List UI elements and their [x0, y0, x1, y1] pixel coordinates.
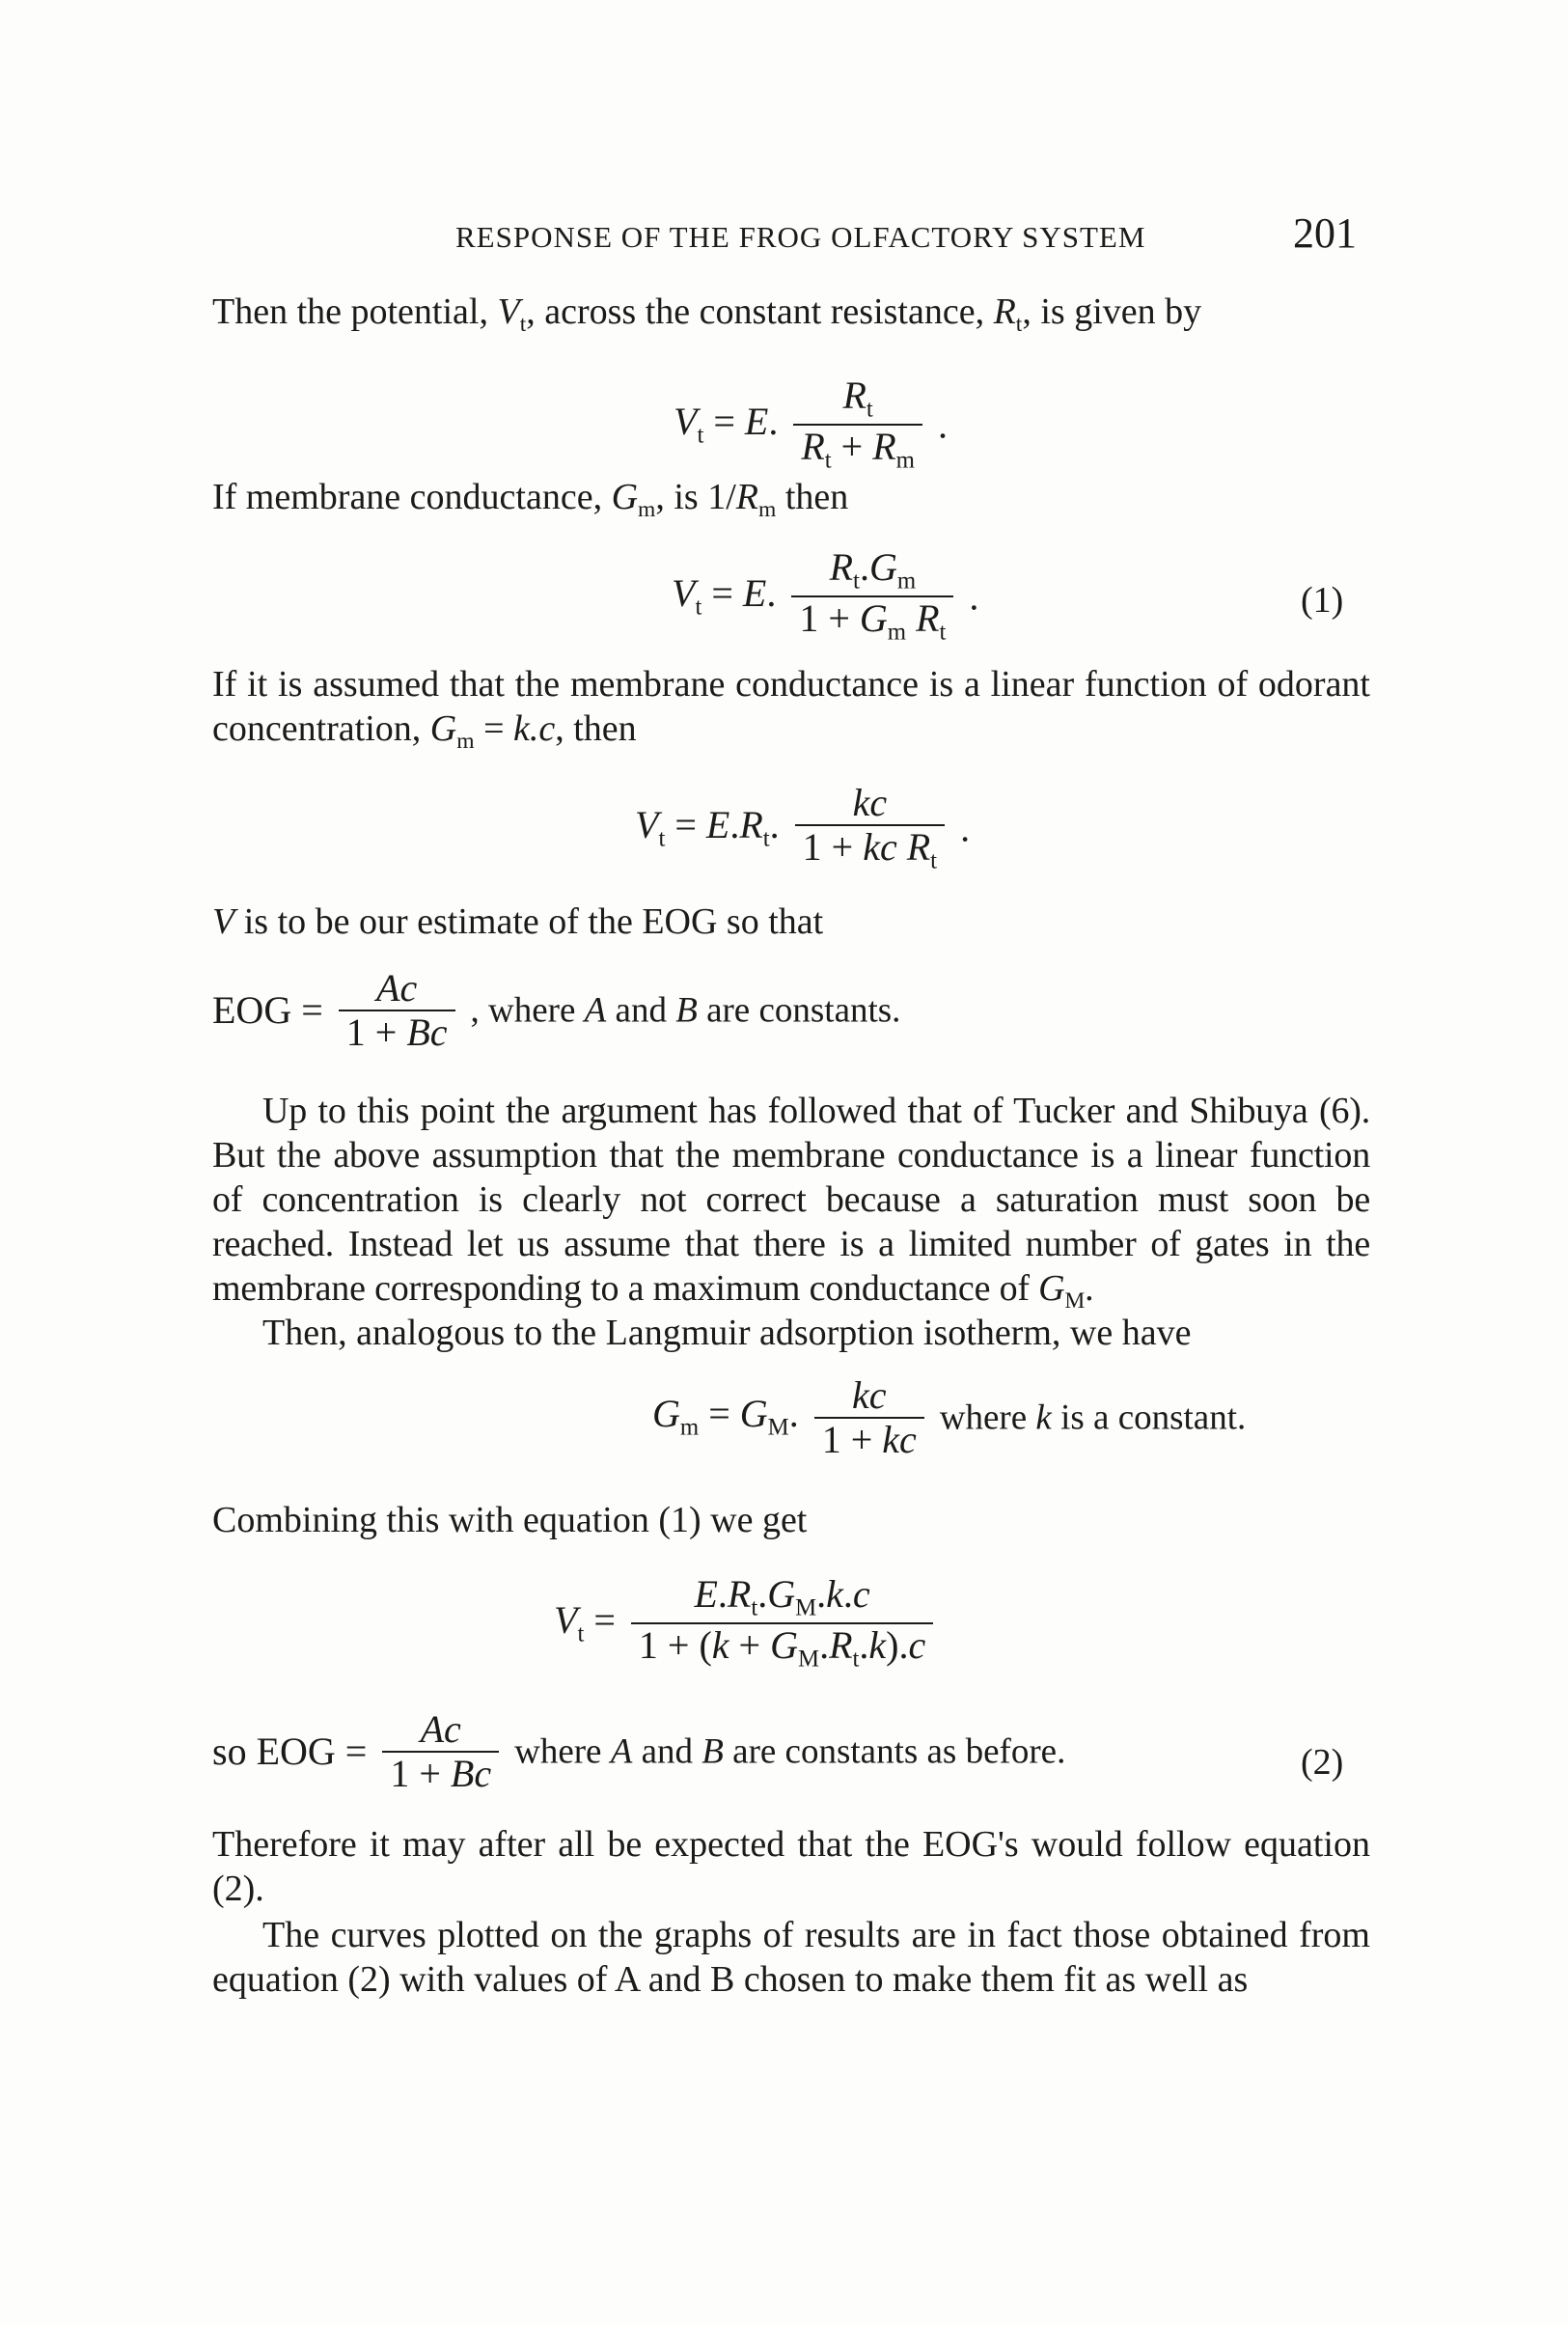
equation-1: $V_t = E$. $\frac{R_t.G_m}{1 + G_m R_t}$ .	[672, 545, 979, 647]
equation-vt-resistance: $V_t = E$. $\frac{R_t}{R_t + R_m}$ .	[674, 374, 948, 475]
equation-eog-linear: EOG = $\frac{Ac}{1 + Bc}$ , where A and B are constants.	[212, 966, 901, 1054]
paragraph-linear-assumption: If it is assumed that the membrane conductance is a linear function of odorant concentration, $G_m = k.c$, then	[212, 664, 1370, 755]
paragraph-combining: Combining this with equation (1) we get	[212, 1500, 808, 1540]
paragraph-eog-estimate: V is to be our estimate of the EOG so that	[212, 901, 824, 942]
equation-1-label: (1)	[1301, 580, 1344, 621]
equation-vt-linear: $V_t = E.R_t$. $\frac{kc}{1 + kc R_t}$ .	[635, 781, 971, 874]
equation-2-label: (2)	[1301, 1742, 1344, 1783]
paragraph-curves: The curves plotted on the graphs of results are in fact those obtained from equation (2) with values of A and B chosen to make them fit as well as	[212, 1915, 1370, 2000]
paragraph-saturation: Up to this point the argument has followed that of Tucker and Shibuya (6). But the above assumption that the membrane conductance is a linear function of concentration is clearly not correct because a saturation must soon be reached. Instead let us assume that there is a limited number of gates in the membrane corresponding to a maximum conductance of $G_M$.	[212, 1091, 1370, 1315]
equation-gm-saturation: $G_m = G_M$. $\frac{kc}{1 + kc}$ where k is a constant.	[652, 1373, 1247, 1461]
equation-2: so EOG = $\frac{Ac}{1 + Bc}$ where A and B are constants as before.	[212, 1707, 1066, 1795]
paragraph-langmuir: Then, analogous to the Langmuir adsorption isotherm, we have	[262, 1313, 1192, 1353]
eq2-prefix: so EOG	[212, 1730, 336, 1773]
running-title: RESPONSE OF THE FROG OLFACTORY SYSTEM	[455, 220, 1146, 254]
paragraph-therefore: Therefore it may after all be expected that the EOG's would follow equation (2).	[212, 1824, 1370, 1909]
page-number: 201	[1293, 209, 1357, 257]
paragraph-intro: Then the potential, $V_t$, across the constant resistance, $R_t$, is given by	[212, 291, 1202, 338]
paragraph-membrane-conductance: If membrane conductance, $G_m$, is $1/R_m$ then	[212, 477, 849, 523]
equation-vt-combined: $V_t$ = $\frac{E.R_t.G_M.k.c}{1 + (k + G_M.R_t.k).c}$	[554, 1573, 939, 1675]
